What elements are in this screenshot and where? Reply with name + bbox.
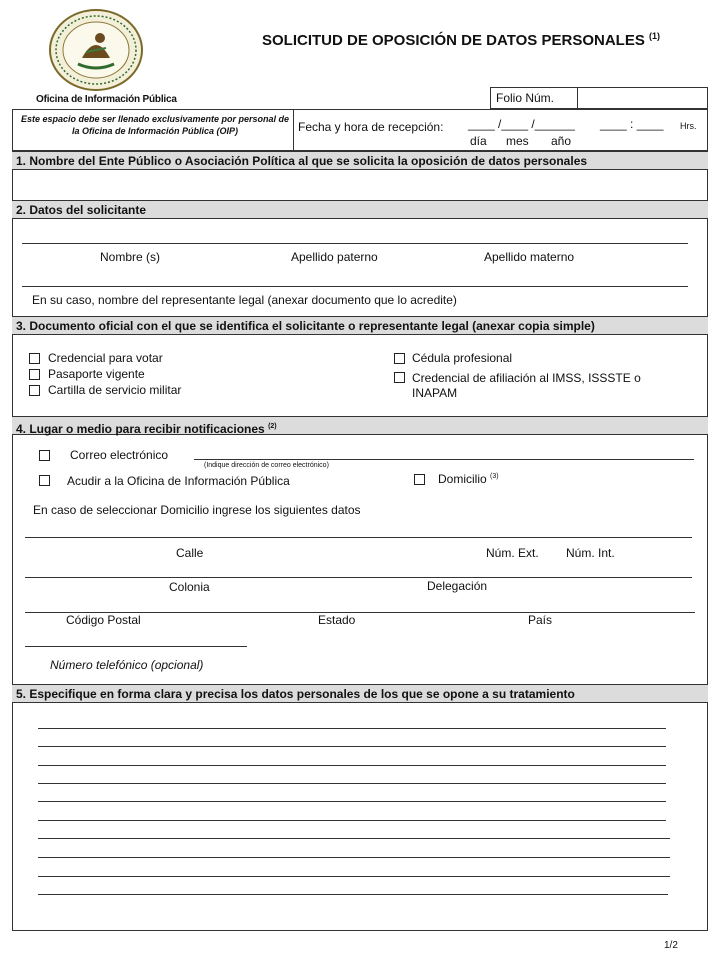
specify-line[interactable] [38, 801, 666, 802]
specify-line[interactable] [38, 783, 666, 784]
nombre-label: Nombre (s) [100, 250, 161, 264]
checkbox-cedula[interactable] [394, 353, 405, 364]
page-number: 1/2 [664, 940, 678, 951]
domicilio-instruction: En caso de seleccionar Domicilio ingrese los siguientes datos [33, 503, 361, 517]
checkbox-afiliacion[interactable] [394, 372, 405, 383]
ente-publico-field[interactable] [14, 172, 706, 198]
checkbox-cartilla[interactable] [29, 385, 40, 396]
delegacion-label: Delegación [427, 579, 488, 593]
correo-label: Correo electrónico [70, 448, 169, 462]
apellido-paterno-label: Apellido paterno [291, 250, 378, 264]
specify-line[interactable] [38, 857, 670, 858]
mes-label: mes [506, 134, 529, 148]
afiliacion-label-1: Credencial de afiliación al IMSS, ISSSTE o [412, 371, 641, 385]
colonia-label: Colonia [169, 580, 210, 594]
apellido-materno-label: Apellido materno [484, 250, 575, 264]
reception-label: Fecha y hora de recepción: [298, 120, 444, 134]
cartilla-label: Cartilla de servicio militar [48, 383, 182, 397]
page-title: SOLICITUD DE OPOSICIÓN DE DATOS PERSONALES $^{(1)}$ [262, 31, 660, 49]
telefono-line[interactable] [25, 646, 247, 647]
correo-line[interactable] [194, 459, 694, 460]
num-ext-label: Núm. Ext. [486, 546, 539, 560]
specify-line[interactable] [38, 876, 670, 877]
credencial-votar-label: Credencial para votar [48, 351, 163, 365]
specify-line[interactable] [38, 746, 666, 747]
section-3-header: 3. Documento oficial con el que se identifica el solicitante o representante legal (anexar copia simple) [12, 316, 708, 335]
folio-label: Folio Núm. [496, 91, 555, 105]
section-4-header: 4. Lugar o medio para recibir notificaciones $^{(2)}$ [12, 416, 708, 435]
specify-line[interactable] [38, 838, 670, 839]
section-1-header: 1. Nombre del Ente Público o Asociación Política al que se solicita la oposición de datos personales [12, 151, 708, 170]
specify-line[interactable] [38, 728, 666, 729]
domicilio-footnote: (3) [490, 473, 499, 480]
seal-logo [48, 8, 144, 92]
estado-label: Estado [318, 613, 356, 627]
dia-label: día [470, 134, 487, 148]
form-frame [12, 151, 708, 931]
correo-hint: (Indique dirección de correo electrónico) [204, 462, 329, 469]
date-blanks[interactable]: ____ /____ /______ [468, 117, 575, 131]
section-2-header: 2. Datos del solicitante [12, 200, 708, 219]
acudir-label: Acudir a la Oficina de Información Pública [67, 474, 290, 488]
specify-line[interactable] [38, 765, 666, 766]
time-blanks[interactable]: ____ : ____ [600, 117, 664, 131]
codigo-postal-label: Código Postal [66, 613, 141, 627]
calle-label: Calle [176, 546, 204, 560]
num-int-label: Núm. Int. [566, 546, 615, 560]
folio-input[interactable] [578, 88, 707, 108]
name-line[interactable] [22, 243, 688, 244]
oip-note: Este espacio debe ser llenado exclusivamente por personal de la Oficina de Información Pública (OIP) [20, 114, 290, 136]
anio-label: año [551, 134, 572, 148]
representante-line[interactable] [22, 286, 688, 287]
domicilio-label: Domicilio $^{(3)}$ [438, 472, 499, 486]
representante-label: En su caso, nombre del representante legal (anexar documento que lo acredite) [32, 293, 457, 307]
checkbox-credencial-votar[interactable] [29, 353, 40, 364]
cedula-label: Cédula profesional [412, 351, 513, 365]
colonia-line[interactable] [25, 577, 692, 578]
checkbox-correo[interactable] [39, 450, 50, 461]
pasaporte-label: Pasaporte vigente [48, 367, 145, 381]
checkbox-pasaporte[interactable] [29, 369, 40, 380]
telefono-label: Número telefónico (opcional) [50, 658, 204, 672]
calle-line[interactable] [25, 537, 692, 538]
section-5-header: 5. Especifique en forma clara y precisa los datos personales de los que se opone a su tratamiento [12, 684, 708, 703]
checkbox-domicilio[interactable] [414, 474, 425, 485]
hrs-label: Hrs. [680, 121, 697, 131]
title-footnote: (1) [649, 31, 660, 41]
afiliacion-label-2: INAPAM [412, 386, 458, 400]
pais-label: País [528, 613, 553, 627]
specify-line[interactable] [38, 894, 668, 895]
section-4-footnote: (2) [268, 423, 277, 430]
office-name: Oficina de Información Pública [36, 94, 177, 105]
checkbox-acudir[interactable] [39, 475, 50, 486]
specify-line[interactable] [38, 820, 666, 821]
